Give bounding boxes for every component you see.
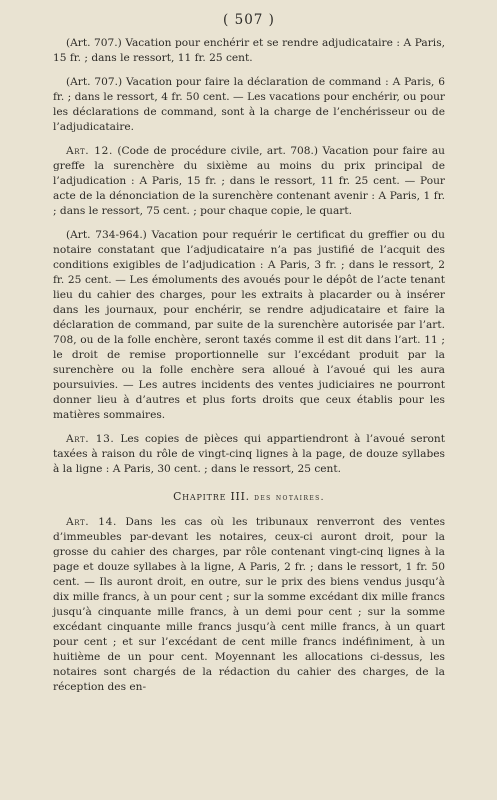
paragraph bbox=[53, 432, 445, 477]
body-text bbox=[53, 36, 445, 695]
paragraph bbox=[53, 228, 445, 423]
chapter-subtitle: des notaires. bbox=[254, 493, 325, 503]
paragraph-text: (Art. 707.) Vacation pour enchérir et se rendre adjudicataire : A Paris, 15 fr. ; dans le ressort, 11 fr. 25 cent. bbox=[53, 37, 445, 64]
article-label: Art. 13. bbox=[66, 433, 115, 445]
paragraph bbox=[53, 515, 445, 695]
chapter-heading bbox=[53, 490, 445, 503]
article-label: Art. 14. bbox=[66, 516, 117, 528]
article-label: Art. 12. bbox=[66, 145, 113, 157]
chapter-title: Chapitre III. bbox=[173, 490, 250, 503]
paragraph-text: (Art. 707.) Vacation pour faire la déclaration de command : A Paris, 6 fr. ; dans le ressort, 4 fr. 50 cent. — Les vacations pour enchérir, ou pour les déclarations de command, sont à la charge de l’enchérisseur ou de l’adjudicataire. bbox=[53, 76, 445, 133]
paragraph-text: (Code de procédure civile, art. 708.) Vacation pour faire au greffe la surenchère du sixième au moins du prix principal de l’adjudication : A Paris, 15 fr. ; dans le ressort, 11 fr. 25 cent. — Pour acte de la dénonciation de la surenchère contenant avenir : A Paris, 1 fr. ; dans le ressort, 75 cent. ; pour chaque copie, le quart. bbox=[53, 145, 445, 217]
paragraph-text: Dans les cas où les tribunaux renverront des ventes d’immeubles par-devant les notaires, ceux-ci auront droit, pour la grosse du cahier des charges, par rôle contenant vingt-cinq lignes à la page et douze syllabes à la ligne, A Paris, 2 fr. ; dans le ressort, 1 fr. 50 cent. — Ils auront droit, en outre, sur le prix des biens vendus jusqu’à dix mille francs, à un pour cent ; sur la somme excédant dix mille francs jusqu’à cinquante mille francs, à un demi pour cent ; sur la somme excédant cinquante mille francs jusqu’à cent mille francs, à un quart pour cent ; et sur l’excédant de cent mille francs indéfiniment, à un huitième de un pour cent. Moyennant les allocations ci-dessus, les notaires sont chargés de la rédaction du cahier des charges, de la réception des en- bbox=[53, 516, 446, 693]
paragraph-text: (Art. 734-964.) Vacation pour requérir le certificat du greffier ou du notaire constatant que l’adjudicataire n’a pas justifié de l’acquit des conditions exigibles de l’adjudication : A Paris, 3 fr. ; dans le ressort, 2 fr. 25 cent. — Les émoluments des avoués pour le dépôt de l’acte tenant lieu du cahier des charges, pour les extraits à placarder ou à insérer dans les journaux, pour enchérir, se rendre adjudicataire et faire la déclaration de command, par suite de la surenchère autorisée par l’art. 708, ou de la folle enchère, seront taxés comme il est dit dans l’art. 11 ; le droit de remise proportionnelle sur l’excédant produit par la surenchère ou la folle enchère sera alloué à l’avoué qui les aura poursuivies. — Les autres incidents des ventes judiciaires ne pourront donner lieu à d’autres et plus forts droits que ceux établis pour les matières sommaires. bbox=[53, 229, 445, 421]
page-number: ( 507 ) bbox=[223, 12, 275, 28]
paragraph bbox=[53, 144, 445, 219]
paragraph-text: Les copies de pièces qui appartiendront à l’avoué seront taxées à raison du rôle de vingt-cinq lignes à la page, de douze syllabes à la ligne : A Paris, 30 cent. ; dans le ressort, 25 cent. bbox=[53, 433, 445, 475]
paragraph bbox=[53, 36, 445, 66]
paragraph bbox=[53, 75, 445, 135]
